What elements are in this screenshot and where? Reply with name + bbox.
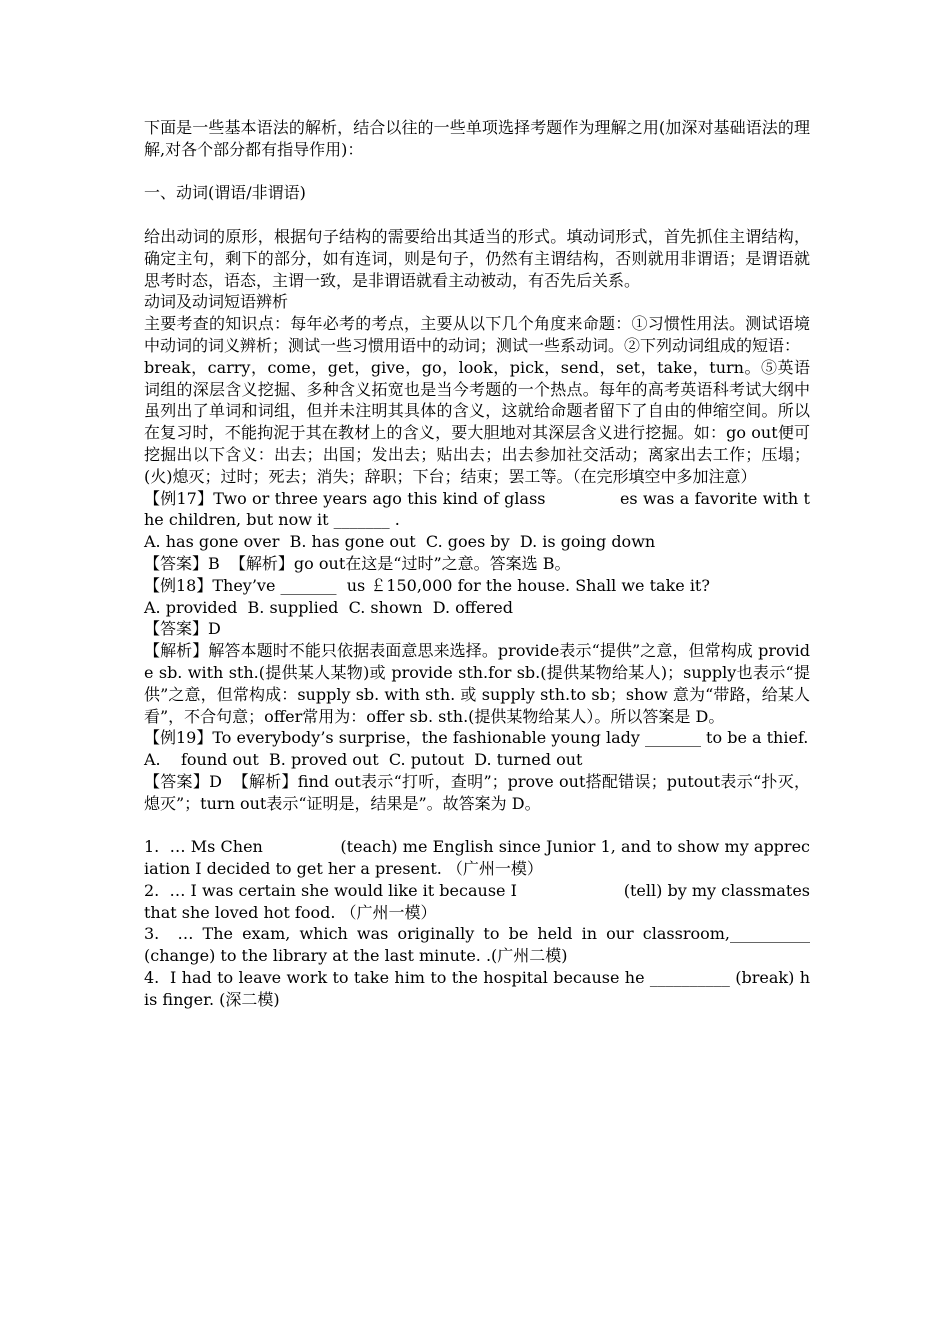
example-19-question: 【例19】To everybody’s surprise，the fashionable young lady _______ to be a thief.	[144, 728, 809, 748]
intro-paragraph: 下面是一些基本语法的解析，结合以往的一些单项选择考题作为理解之用(加深对基础语法的理解,对各个部分都有指导作用)：	[144, 118, 810, 159]
exercise-item: 1. … Ms Chen (teach) me English since Junior 1, and to show my appreciation I decided to get her a present. （广州一模）	[144, 837, 810, 879]
blank-line	[144, 815, 810, 837]
section-heading: 一、动词(谓语/非谓语)	[144, 183, 306, 203]
exercise-item: 3. … The exam, which was originally to be held in our classroom,__________ (change) to the library at the last minute. .(广州二模)	[144, 924, 907, 966]
blank-line	[144, 204, 810, 226]
points-paragraph: 主要考查的知识点：每年必考的考点，主要从以下几个角度来命题：①习惯性用法。测试语境中动词的词义辨析；测试一些习惯用语中的动词；测试一些系动词。②下列动词组成的短语：	[144, 314, 810, 355]
example-17-answer: 【答案】B 【解析】go out在这是“过时”之意。答案选 B。	[144, 553, 571, 573]
exercise-item: 2. … I was certain she would like it because I (tell) by my classmates that she loved hot food. （广州一模）	[144, 880, 816, 922]
example-18-options: A. provided B. supplied C. shown D. offered	[144, 597, 513, 617]
subheading: 动词及动词短语辨析	[144, 292, 289, 312]
exercise-item: 4. I had to leave work to take him to the hospital because he __________ (break) his finger. (深二模)	[144, 968, 810, 1009]
verbs-paragraph: break，carry，come，get，give，go，look，pick，send，set，take，turn。⑤英语词组的深层含义挖掘、多种含义拓宽也是当今考题的一个热点。每年的高考英语科考试大纲中虽列出了单词和词组，但并未注明其具体的含义，这就给命题者留下了自由的伸缩空间。所以在复习时，不能拘泥于其在教材上的含义，要大胆地对其深层含义进行挖掘。如：go out便可挖掘出以下含义：出去；出国；发出去；贴出去；出去参加社交活动；离家出去工作；压塌；(火)熄灭；过时；死去；消失；辞职；下台；结束；罢工等。（在完形填空中多加注意）	[144, 357, 810, 486]
example-18-analysis: 【解析】解答本题时不能只依据表面意思来选择。provide表示“提供”之意，但常构成 provide sb. with sth.(提供某人某物)或 provide sth.for sb.(提供某物给某人)；supply也表示“提供”之意，但常构成：supply sb. with sth. 或 supply sth.to sb；show 意为“带路，给某人看”，不合句意；offer常用为：offer sb. sth.(提供某物给某人）。所以答案是 D。	[144, 641, 810, 726]
example-17-question: 【例17】Two or three years ago this kind of glass es was a favorite with the children, but now it _______ .	[144, 488, 810, 530]
example-17-options: A. has gone over B. has gone out C. goes by D. is going down	[144, 532, 656, 552]
example-19-options: A. found out B. proved out C. putout D. turned out	[144, 750, 583, 770]
example-18-question: 【例18】They’ve _______ us ￡150,000 for the house. Shall we take it?	[144, 575, 710, 595]
explanation-paragraph: 给出动词的原形，根据句子结构的需要给出其适当的形式。填动词形式，首先抓住主谓结构，确定主句，剩下的部分，如有连词，则是句子，仍然有主谓结构，否则就用非谓语；是谓语就思考时态，语态，主谓一致，是非谓语就看主动被动，有否先后关系。	[144, 226, 810, 290]
example-19-answer: 【答案】D 【解析】find out表示“打听，查明”；prove out搭配错误；putout表示“扑灭，熄灭”；turn out表示“证明是，结果是”。故答案为 D。	[144, 771, 810, 813]
document-body	[144, 117, 907, 1011]
blank-line	[144, 161, 810, 183]
example-18-answer: 【答案】D	[144, 619, 221, 639]
